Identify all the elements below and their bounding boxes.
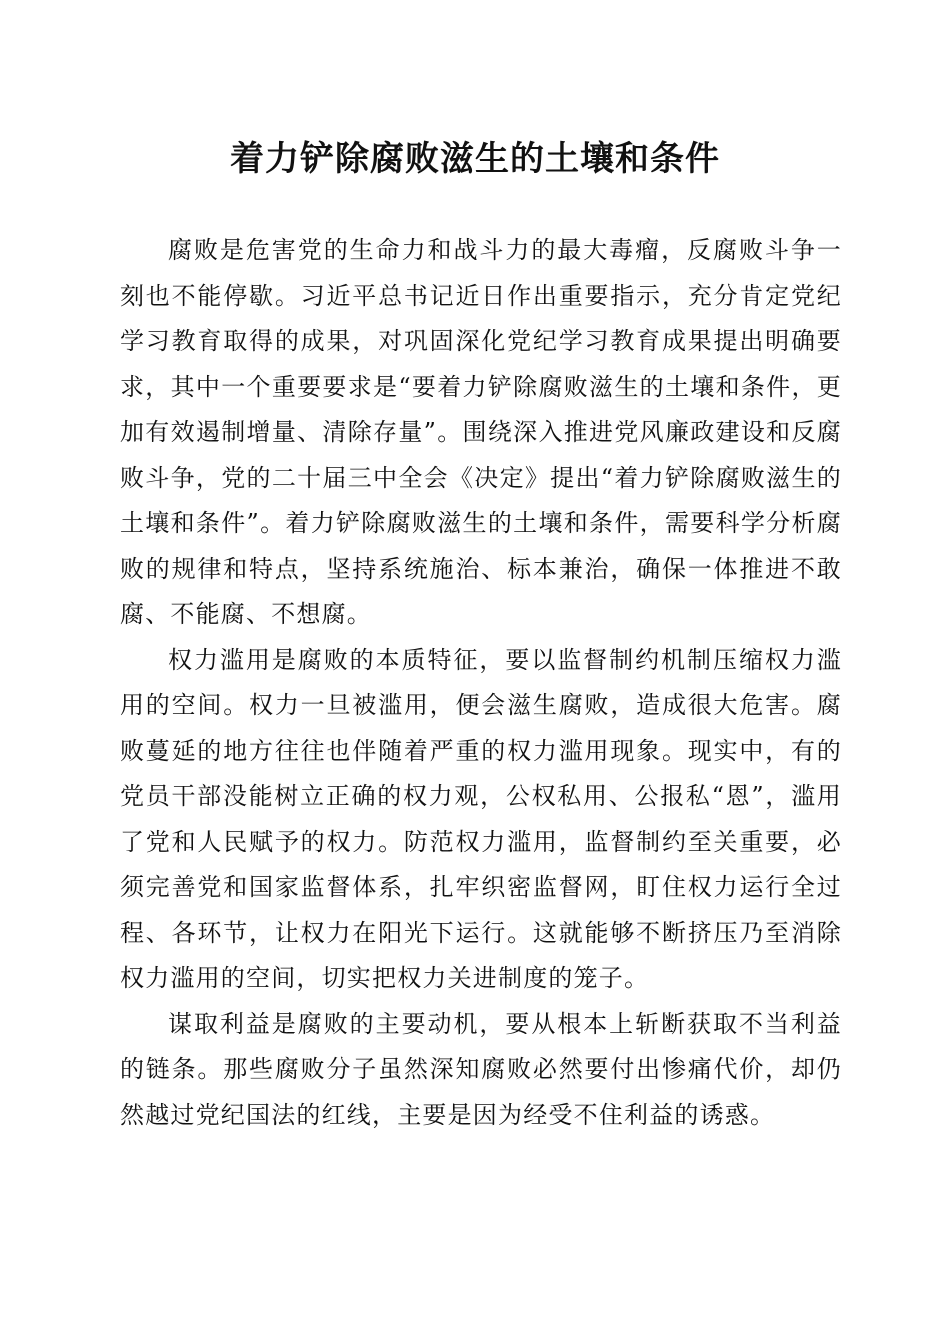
document-body xyxy=(120,228,842,1138)
paragraph: 腐败是危害党的生命力和战斗力的最大毒瘤，反腐败斗争一刻也不能停歇。习近平总书记近日作出重要指示，充分肯定党纪学习教育取得的成果，对巩固深化党纪学习教育成果提出明确要求，其中一个重要要求是“要着力铲除腐败滋生的土壤和条件，更加有效遏制增量、清除存量”。围绕深入推进党风廉政建设和反腐败斗争，党的二十届三中全会《决定》提出“着力铲除腐败滋生的土壤和条件”。着力铲除腐败滋生的土壤和条件，需要科学分析腐败的规律和特点，坚持系统施治、标本兼治，确保一体推进不敢腐、不能腐、不想腐。 xyxy=(120,236,842,628)
paragraph: 谋取利益是腐败的主要动机，要从根本上斩断获取不当利益的链条。那些腐败分子虽然深知腐败必然要付出惨痛代价，却仍然越过党纪国法的红线，主要是因为经受不住利益的诱惑。 xyxy=(120,1009,842,1129)
document-title: 着力铲除腐败滋生的土壤和条件 xyxy=(230,139,720,179)
paragraph: 权力滥用是腐败的本质特征，要以监督制约机制压缩权力滥用的空间。权力一旦被滥用，便会滋生腐败，造成很大危害。腐败蔓延的地方往往也伴随着严重的权力滥用现象。现实中，有的党员干部没能树立正确的权力观，公权私用、公报私“恩”，滥用了党和人民赋予的权力。防范权力滥用，监督制约至关重要，必须完善党和国家监督体系，扎牢织密监督网，盯住权力运行全过程、各环节，让权力在阳光下运行。这就能够不断挤压乃至消除权力滥用的空间，切实把权力关进制度的笼子。 xyxy=(120,645,842,992)
